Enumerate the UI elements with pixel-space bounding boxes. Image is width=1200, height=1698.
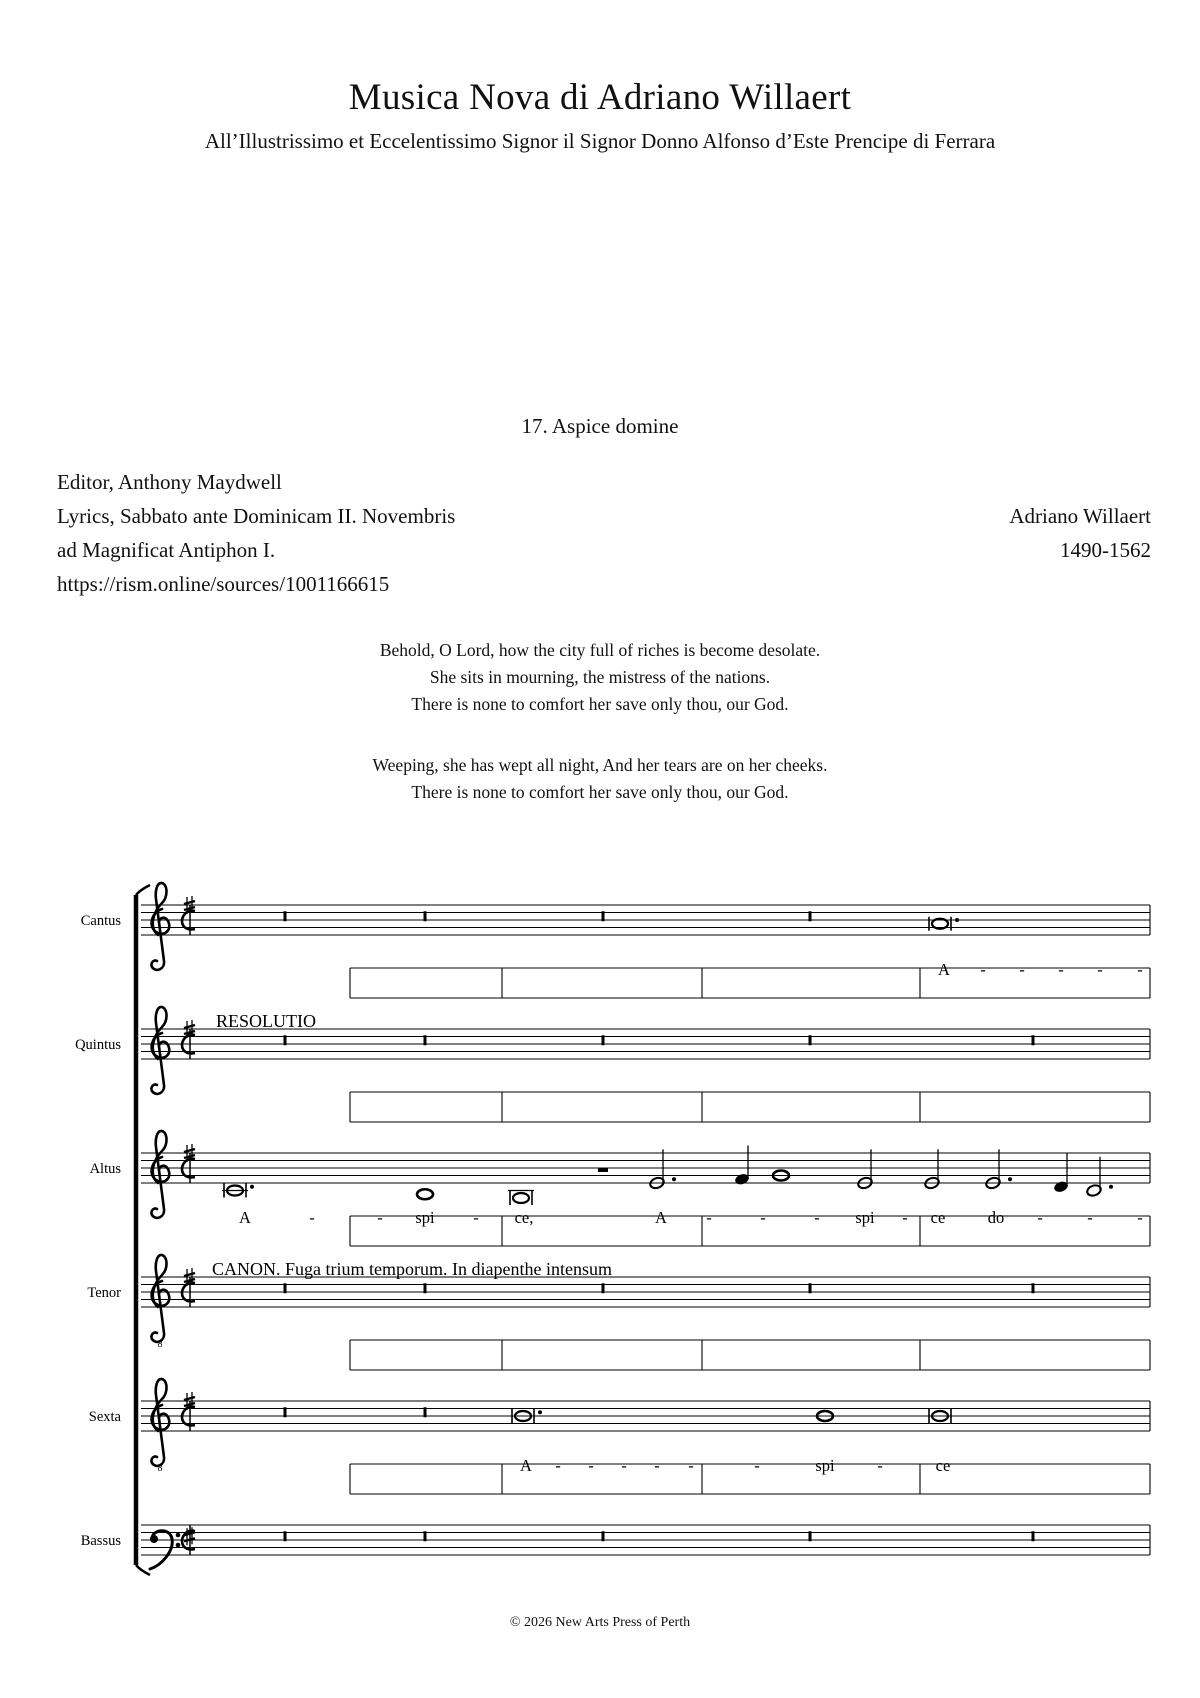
resolutio-annotation: RESOLUTIO [216,1011,316,1031]
lyric-syllable: - [1097,960,1103,979]
lyric-syllable: - [377,1208,383,1227]
lyric-syllable: spi [415,1208,435,1227]
translation-line: There is none to comfort her save only thou, our God. [411,694,789,714]
system-bracket [136,885,150,1575]
dot [538,1410,542,1414]
lyric-syllable: - [877,1456,883,1475]
dot [672,1177,676,1181]
lyric-syllable: - [473,1208,479,1227]
breve-rest [424,1531,427,1541]
breve-rest [602,1531,605,1541]
breve-rest [284,911,287,921]
lyric-syllable: A [655,1208,667,1227]
translation-line: She sits in mourning, the mistress of the nations. [429,667,771,687]
breve-rest [809,911,812,921]
voice-label: Bassus [80,1533,121,1549]
breve-rest [602,1035,605,1045]
lyric-syllable: ce [935,1456,951,1475]
lyric-syllable: A [520,1456,532,1475]
breve-rest [602,1283,605,1293]
breve-rest [284,1407,287,1417]
octave-8-marker: 8 [157,1339,163,1350]
lyric-syllable: ce [930,1208,946,1227]
breve-rest [809,1283,812,1293]
lyrics-source: Lyrics, Sabbato ante Dominicam II. Novembris [57,504,456,528]
voice-label: Cantus [80,913,121,929]
lyric-syllable: spi [815,1456,835,1475]
lyric-syllable: A [239,1208,251,1227]
treble-clef-icon [151,883,169,970]
breve-rest [424,1283,427,1293]
translation-line: Weeping, she has wept all night, And her tears are on her cheeks. [372,755,828,775]
antiphon-label: ad Magnificat Antiphon I. [57,538,276,562]
lyric-syllable: spi [855,1208,875,1227]
lyric-syllable: - [754,1456,760,1475]
lyric-syllable: A [938,960,950,979]
bass-clef-icon [150,1531,180,1569]
breve-note [929,917,951,931]
breve-rest [284,1283,287,1293]
treble-clef-icon [151,1131,169,1218]
voice-label: Tenor [87,1285,121,1301]
copyright-footer: © 2026 New Arts Press of Perth [509,1615,691,1630]
dot [250,1185,254,1189]
whole-note [417,1189,433,1199]
dot [955,918,959,922]
editor-credit: Editor, Anthony Maydwell [57,470,282,494]
lyric-syllable: - [1037,1208,1043,1227]
piece-title: 17. Aspice domine [521,414,679,438]
translation-line: Behold, O Lord, how the city full of riches is become desolate. [379,640,821,660]
lyric-syllable: - [588,1456,594,1475]
breve-rest [602,911,605,921]
treble-clef-icon [151,1255,169,1342]
composer-dates: 1490-1562 [1060,538,1151,562]
breve-rest [1032,1283,1035,1293]
breve-rest [809,1531,812,1541]
voice-label: Sexta [88,1409,121,1425]
lyric-syllable: - [1137,1208,1143,1227]
lyric-syllable: - [902,1208,908,1227]
lyric-syllable: - [621,1456,627,1475]
translation-line: There is none to comfort her save only thou, our God. [411,782,789,802]
half-rest [598,1168,608,1172]
page-title: Musica Nova di Adriano Willaert [348,77,852,118]
lyric-syllable: - [814,1208,820,1227]
breve-rest [424,911,427,921]
staff-bassus [81,1525,1150,1569]
lyric-syllable: ce, [514,1208,534,1227]
lyric-syllable: - [706,1208,712,1227]
composer-name: Adriano Willaert [1009,504,1151,528]
lyric-syllable: - [760,1208,766,1227]
breve-rest [424,1035,427,1045]
breve-rest [1032,1531,1035,1541]
voice-label: Altus [89,1161,121,1177]
lyric-syllable: do [987,1208,1005,1227]
dot [1008,1177,1012,1181]
breve-rest [809,1035,812,1045]
source-url[interactable]: https://rism.online/sources/1001166615 [57,572,390,596]
staff-sexta [89,1379,1150,1494]
dedication-subtitle: All’Illustrissimo et Eccelentissimo Signor il Signor Donno Alfonso d’Este Prencipe di Ferrara [204,129,996,153]
breve-rest [284,1531,287,1541]
breve-rest [1032,1035,1035,1045]
lyric-syllable: - [309,1208,315,1227]
breve-note [510,1191,532,1205]
voice-label: Quintus [75,1037,121,1053]
lyric-syllable: - [980,960,986,979]
breve-rest [284,1035,287,1045]
lyric-syllable: - [654,1456,660,1475]
lyric-syllable: - [1058,960,1064,979]
canon-annotation: CANON. Fuga trium temporum. In diapenthe intensum [212,1259,612,1279]
treble-clef-icon [151,1007,169,1094]
octave-8-marker: 8 [157,1463,163,1474]
dot [1109,1185,1113,1189]
lyric-syllable: - [688,1456,694,1475]
lyric-syllable: - [1087,1208,1093,1227]
lyric-syllable: - [1137,960,1143,979]
treble-clef-icon [151,1379,169,1466]
lyric-syllable: - [555,1456,561,1475]
lyric-syllable: - [1019,960,1025,979]
staff-cantus [81,883,1150,998]
breve-rest [424,1407,427,1417]
